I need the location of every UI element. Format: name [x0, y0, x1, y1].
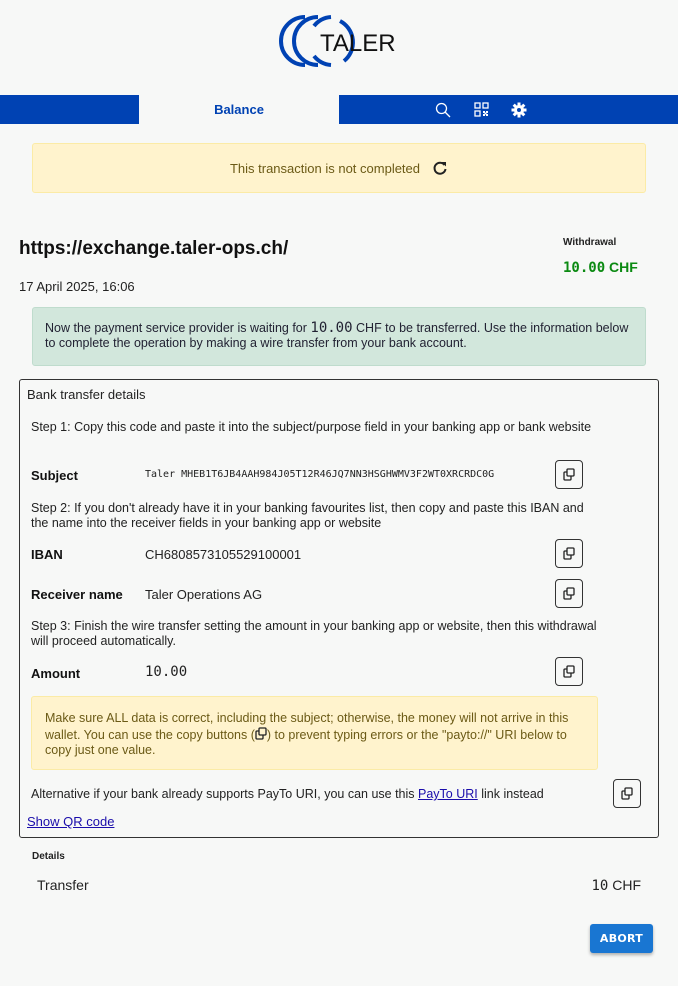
svg-text:TALER: TALER: [320, 30, 396, 57]
gear-icon[interactable]: [508, 99, 530, 121]
copy-payto-button[interactable]: [613, 779, 641, 808]
note-text-after: ) to prevent typing errors or the "payto://" URI below to copy just one value.: [45, 727, 567, 757]
receiver-name-label: Receiver name: [31, 587, 123, 602]
abort-button[interactable]: ABORT: [590, 924, 653, 953]
info-text-after: CHF to be transferred. Use the information below to complete the operation by making a wire transfer from your bank account.: [45, 321, 629, 350]
step-3-text: Step 3: Finish the wire transfer setting the amount in your banking app or website, then this withdrawal will proceed automatically.: [31, 619, 597, 648]
info-alert: [32, 307, 646, 366]
navbar: [0, 95, 678, 124]
exchange-url: https://exchange.taler-ops.ch/: [19, 238, 289, 259]
transfer-amount-currency: CHF: [612, 877, 641, 893]
transaction-amount: [563, 259, 638, 276]
amount-label: Amount: [31, 666, 81, 681]
transaction-date: 17 April 2025, 16:06: [19, 279, 135, 294]
alt-text-before: Alternative if your bank already supports PayTo URI, you can use this: [31, 787, 418, 801]
refresh-icon[interactable]: [432, 160, 448, 176]
copy-icon: [563, 547, 575, 560]
transfer-amount-value: 10: [591, 878, 609, 894]
taler-logo: [278, 14, 400, 68]
amount-value: 10.00: [145, 664, 188, 680]
transfer-amount: [591, 877, 641, 894]
alt-text-after: link instead: [477, 787, 544, 801]
bank-transfer-details: [19, 379, 659, 838]
details-title: Details: [32, 851, 65, 862]
status-alert-text: This transaction is not completed: [229, 160, 421, 176]
copy-icon: [563, 587, 575, 600]
step-1-text: Step 1: Copy this code and paste it into the subject/purpose field in your banking app or bank website: [31, 420, 592, 434]
bank-transfer-title: Bank transfer details: [27, 387, 146, 402]
copy-icon: [255, 727, 267, 740]
status-alert: [32, 143, 646, 193]
copy-amount-button[interactable]: [555, 657, 583, 686]
transaction-amount-currency: CHF: [609, 259, 638, 275]
iban-label: IBAN: [31, 547, 63, 562]
iban-value: CH6808573105529100001: [145, 547, 302, 562]
copy-icon: [563, 665, 575, 678]
copy-icon: [563, 468, 575, 481]
qr-code-icon[interactable]: [470, 99, 492, 121]
warning-note: [31, 696, 598, 770]
tab-balance[interactable]: Balance: [139, 95, 339, 124]
transfer-label: Transfer: [37, 877, 89, 893]
info-text-before: Now the payment service provider is waiting for: [45, 321, 311, 335]
subject-label: Subject: [31, 468, 78, 483]
copy-iban-button[interactable]: [555, 539, 583, 568]
transaction-type: Withdrawal: [563, 237, 617, 248]
header: [0, 0, 678, 95]
payto-uri-link[interactable]: PayTo URI: [418, 787, 478, 801]
subject-value: Taler MHEB1T6JB4AAH984J05T12R46JQ7NN3HSGHWMV3F2WT0XRCRDC0G: [145, 469, 495, 480]
payto-alternative: [31, 787, 544, 801]
search-icon[interactable]: [432, 99, 454, 121]
show-qr-code-link[interactable]: Show QR code: [27, 814, 115, 829]
info-amount: 10.00: [310, 320, 353, 336]
copy-icon: [621, 787, 633, 800]
transaction-amount-value: 10.00: [563, 260, 606, 276]
copy-receiver-button[interactable]: [555, 579, 583, 608]
step-2-text: Step 2: If you don't already have it in your banking favourites list, then copy and paste this IBAN and the name into the receiver fields in your banking app or website: [31, 501, 584, 530]
copy-subject-button[interactable]: [555, 460, 583, 489]
receiver-name-value: Taler Operations AG: [145, 587, 263, 602]
note-text-before: Make sure ALL data is correct, including the subject; otherwise, the money will not arrive in this wallet. You can use the copy buttons (: [45, 711, 569, 742]
